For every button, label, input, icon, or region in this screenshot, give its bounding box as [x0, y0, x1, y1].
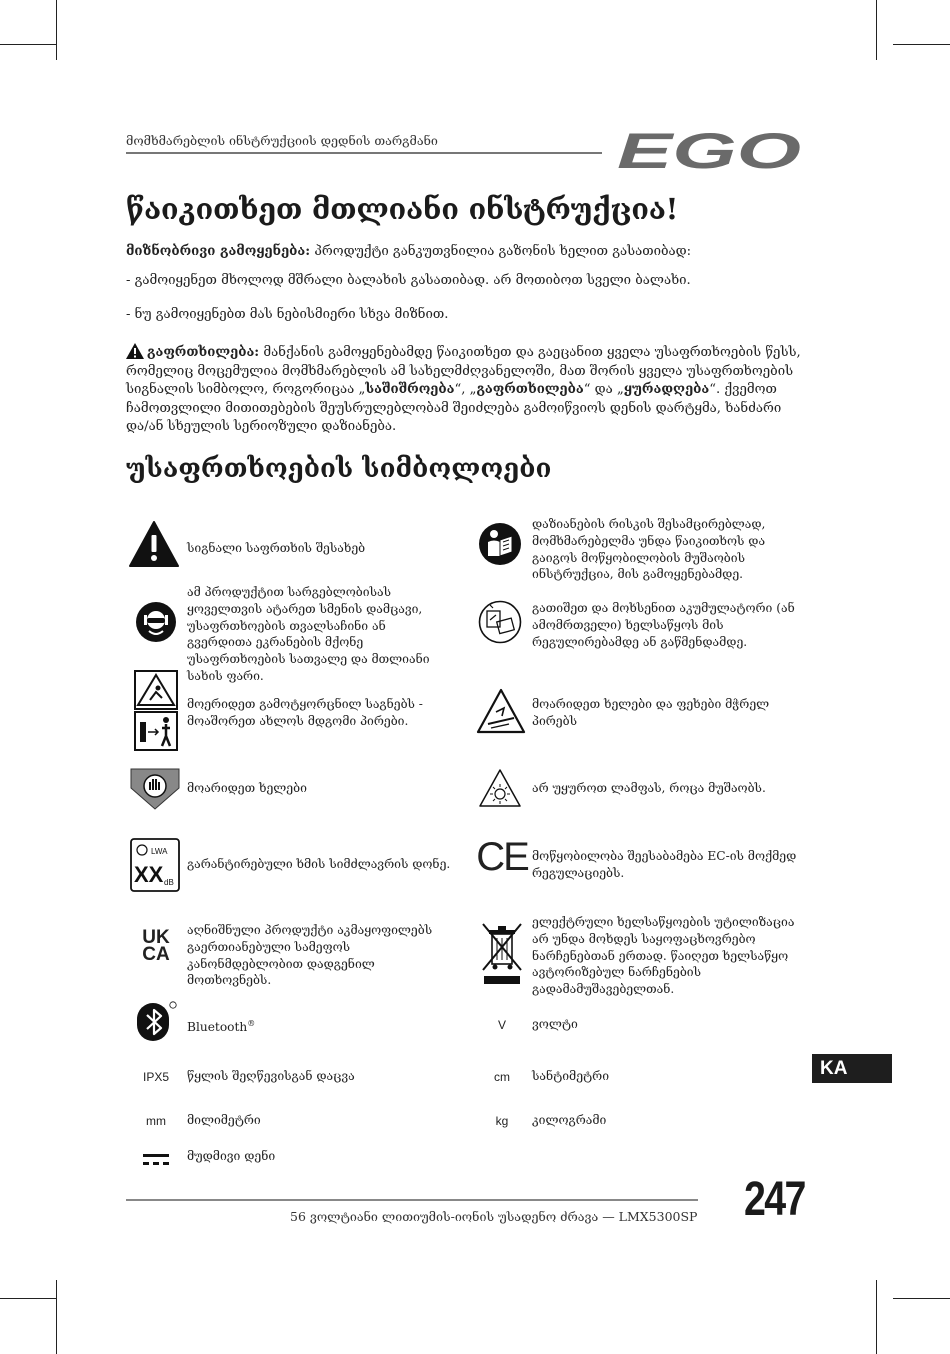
symbol-ukca-text: აღნიშნული პროდუქტი აკმაყოფილებს გაერთიანებული სამეფოს კანონმდებლობით დადგენილ მოთხოვნებს.: [187, 923, 433, 988]
page-title: წაიკითხეთ მთლიანი ინსტრუქცია!: [126, 192, 679, 226]
mm-unit-label: mm: [146, 1114, 166, 1128]
warning-danger-word: საშიშროება: [365, 382, 455, 397]
symbol-eye-protection-text: ამ პროდუქტით სარგებლობისას ყოველთვის ატარეთ სმენის დამცავი, უსაფრთხოების თვალსაჩინი ან გვერდითა ეკრანების მქონე უსაფრთხოების სათვალე და მთლიანი სახის ფარი.: [187, 585, 430, 683]
warning-text-4: “. ქვემოთ ჩამოთვლილი მითითებების შეუსრულებლობამ შეიძლება გამოიწვიოს დენის დარტყმა, ხანძარი და/ან სხეულის სერიოზული დაზიანება.: [126, 382, 782, 434]
ce-mark-icon: CE: [476, 834, 528, 879]
ukca-mark-bottom: CA: [142, 944, 170, 965]
symbol-thrown-objects-text: მოერიდეთ გამოტყორცნილ საგნებს - მოაშორეთ ახლოს მდგომი პირები.: [187, 697, 423, 728]
warning-text-2: “, „: [454, 382, 477, 397]
ego-logo-text: EGO: [617, 124, 802, 176]
crop-mark: [0, 1298, 57, 1299]
cm-unit-label: cm: [494, 1070, 510, 1084]
direct-current-icon: [140, 1150, 172, 1168]
intended-use-bullet-1: - გამოიყენეთ მხოლოდ მშრალი ბალახის გასათიბად. არ მოთიბოთ სველი ბალახი.: [126, 273, 691, 288]
symbol-keep-hands-feet-text: მოარიდეთ ხელები და ფეხები მჭრელ პირებს: [532, 697, 770, 728]
bluetooth-label: Bluetooth: [187, 1020, 248, 1035]
thrown-objects-icon: [134, 670, 178, 752]
bluetooth-registered-mark: ®: [247, 1019, 256, 1028]
lamp-warning-icon: [478, 768, 522, 808]
warning-paragraph: [126, 343, 806, 437]
symbol-ce-text: მოწყობილობა შეესაბამება EC-ის მოქმედ რეგულაციებს.: [532, 849, 797, 880]
crop-mark: [56, 0, 57, 60]
warning-triangle-icon: [126, 343, 144, 359]
symbol-read-manual-text: დაზიანების რისკის შესამცირებლად, მომხმარებელმა უნდა წაიკითხოს და გაიგოს მოწყობილობის მუშაობის ინსტრუქცია, მის გამოყენებამდე.: [532, 517, 766, 582]
volt-unit-label: V: [497, 1018, 506, 1032]
symbol-lamp-text: არ უყუროთ ლამფას, როცა მუშაობს.: [532, 781, 766, 795]
symbol-volt-text: ვოლტი: [532, 1017, 578, 1031]
sound-lwa-label: LWA: [151, 847, 168, 856]
sound-xx-label: XX: [134, 862, 164, 887]
eye-protection-icon: [134, 600, 178, 644]
bluetooth-icon: [134, 1000, 178, 1044]
crop-mark: [876, 0, 877, 60]
warning-warning-word: გაფრთხილება: [476, 382, 584, 397]
intended-use-bullet-2: - ნუ გამოიყენებთ მას ნებისმიერი სხვა მიზნით.: [126, 307, 449, 322]
symbol-alert-text: სიგნალი საფრთხის შესახებ: [187, 541, 366, 555]
safety-alert-icon: [128, 520, 180, 568]
intended-use-label: მიზნობრივი გამოყენება:: [126, 244, 311, 259]
intended-use-text: პროდუქტი განკუთვნილია გაზონის ხელით გასათიბად:: [310, 244, 692, 259]
keep-hands-icon: [130, 768, 180, 810]
warning-text-3: “ და „: [583, 382, 624, 397]
symbol-weee-text: ელექტრული ხელსაწყოების უტილიზაცია არ უნდა მოხდეს საყოფაცხოვრებო ნარჩენებთან ერთად. წაიღეთ ხელსაწყო ავტორიზებულ ნარჩენების გადამამუშავებელთან.: [532, 915, 795, 997]
symbol-keep-hands-text: მოარიდეთ ხელები: [187, 781, 307, 795]
ipx5-unit-label: IPX5: [142, 1070, 169, 1084]
symbol-bluetooth-text: [187, 1016, 255, 1036]
weee-bin-icon: [480, 920, 524, 986]
kg-unit-label: kg: [495, 1114, 509, 1128]
symbol-kg-text: კილოგრამი: [532, 1113, 607, 1127]
crop-mark: [876, 1280, 877, 1354]
warning-text-1: მანქანის გამოყენებამდე წაიკითხეთ და გაეცანით ყველა უსაფრთხოების წესს, რომელიც მოცემულია მომხმარებლის ამ სახელმძღვანელოში, მათ შორის ყველა უსაფრთხოების სიგნალის სიმბოლო, როგორიცაა „: [126, 345, 801, 397]
warning-label: გაფრთხილება:: [147, 345, 260, 360]
symbol-remove-battery-text: გათიშეთ და მოხსენით აკუმულატორი (ან ამომრთველი) ხელსაწყოს მის რეგულირებამდე ან გაწმენდამდე.: [532, 601, 795, 649]
remove-battery-icon: [478, 600, 522, 644]
running-title: მომხმარებლის ინსტრუქციის დედნის თარგმანი: [126, 133, 438, 148]
footer-rule: [126, 1199, 698, 1201]
symbol-sound-level-text: გარანტირებული ხმის სიმძლავრის დონე.: [187, 857, 451, 871]
intended-use: [126, 243, 806, 262]
symbol-ipx5-text: წყლის შეღწევისგან დაცვა: [187, 1069, 355, 1083]
crop-mark: [0, 44, 57, 45]
symbols-section-title: უსაფრთხოების სიმბოლოები: [126, 454, 552, 484]
sound-db-label: dB: [164, 878, 174, 887]
header-rule: [126, 152, 602, 154]
symbol-mm-text: მილიმეტრი: [187, 1113, 261, 1127]
ego-logo: [614, 124, 804, 176]
ukca-mark-icon: [136, 926, 176, 966]
crop-mark: [56, 1280, 57, 1354]
page-number: 247: [744, 1173, 805, 1226]
keep-hands-feet-icon: [476, 688, 526, 734]
footer-product-title: 56 ვოლტიანი ლითიუმის-იონის უსადენო ძრავა — LMX5300SP: [290, 1209, 698, 1224]
sound-power-icon: [130, 838, 180, 892]
symbol-cm-text: სანტიმეტრი: [532, 1069, 610, 1083]
language-badge: KA: [812, 1054, 892, 1083]
symbol-dc-text: მუდმივი დენი: [187, 1149, 276, 1163]
warning-caution-word: ყურადღება: [623, 382, 710, 397]
crop-mark: [893, 1298, 950, 1299]
read-manual-icon: [478, 522, 522, 566]
ukca-mark-top: UK: [142, 927, 170, 948]
crop-mark: [893, 44, 950, 45]
